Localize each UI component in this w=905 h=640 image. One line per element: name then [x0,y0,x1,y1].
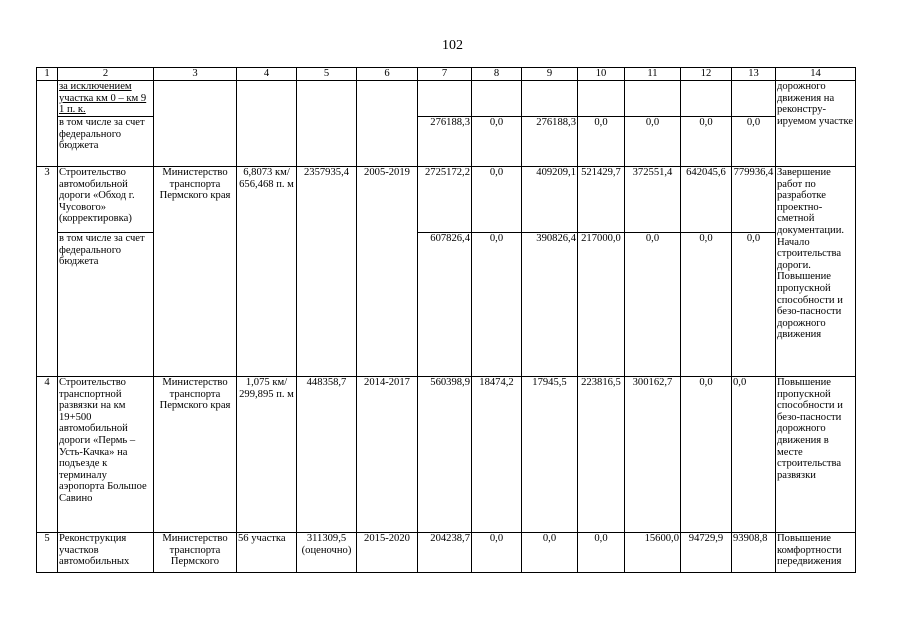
value-cell: 607826,4 [418,233,472,377]
estimated-cost: 448358,7 [297,377,357,533]
value-cell [522,81,578,117]
header-cell: 13 [732,68,776,81]
header-row [37,68,856,81]
value-cell: 217000,0 [578,233,625,377]
object-name: Строительство транспортной развязки на км 19+500 автомобильной дороги «Пермь – Усть-Качка» на подъезде к терминалу аэропорта Большое Савино [58,377,154,533]
value-cell: 2725172,2 [418,167,472,233]
value-cell: 223816,5 [578,377,625,533]
header-cell: 9 [522,68,578,81]
table-row [37,81,856,117]
value-cell: 300162,7 [625,377,681,533]
header-cell: 14 [776,68,856,81]
value-cell: 372551,4 [625,167,681,233]
value-cell [418,81,472,117]
value-cell: 0,0 [578,117,625,167]
row-number: 5 [37,533,58,573]
header-cell: 2 [58,68,154,81]
estimated-cost [297,81,357,167]
value-cell: 0,0 [732,117,776,167]
value-cell [578,81,625,117]
value-cell: 17945,5 [522,377,578,533]
responsible-org: Министерство транспорта Пермского [154,533,237,573]
estimated-cost: 2357935,4 [297,167,357,377]
row-number: 3 [37,167,58,377]
header-cell: 1 [37,68,58,81]
object-name: за исключением участка км 0 – км 9 1 п. к. [58,81,154,117]
value-cell: 560398,9 [418,377,472,533]
row-number: 4 [37,377,58,533]
value-cell: 276188,3 [418,117,472,167]
value-cell: 0,0 [522,533,578,573]
value-cell [472,81,522,117]
header-cell: 3 [154,68,237,81]
object-name: в том числе за счет федерального бюджета [58,233,154,377]
value-cell: 642045,6 [681,167,732,233]
capacity: 6,8073 км/ 656,468 п. м [237,167,297,377]
object-name: Строительство автомобильной дороги «Обход г. Чусового» (корректировка) [58,167,154,233]
value-cell: 779936,4 [732,167,776,233]
header-cell: 6 [357,68,418,81]
period: 2015-2020 [357,533,418,573]
value-cell: 0,0 [681,233,732,377]
responsible-org [154,81,237,167]
header-cell: 8 [472,68,522,81]
value-cell: 93908,8 [732,533,776,573]
value-cell: 0,0 [472,233,522,377]
value-cell: 0,0 [578,533,625,573]
value-cell: 15600,0 [625,533,681,573]
capacity: 56 участка [237,533,297,573]
value-cell: 0,0 [732,233,776,377]
capacity [237,81,297,167]
value-cell: 204238,7 [418,533,472,573]
value-cell: 18474,2 [472,377,522,533]
responsible-org: Министерство транспорта Пермского края [154,167,237,377]
value-cell: 276188,3 [522,117,578,167]
value-cell: 390826,4 [522,233,578,377]
value-cell: 0,0 [472,167,522,233]
expected-result: Завершение работ по разработке проектно-сметной документации. Начало строительства дороги. Повышение пропускной способности и безо-пасности дорожного движения [776,167,856,377]
period: 2014-2017 [357,377,418,533]
value-cell [681,81,732,117]
table-row [37,377,856,533]
value-cell: 0,0 [472,117,522,167]
page-number: 102 [442,38,463,53]
value-cell: 0,0 [472,533,522,573]
responsible-org: Министерство транспорта Пермского края [154,377,237,533]
capacity: 1,075 км/ 299,895 п. м [237,377,297,533]
header-cell: 5 [297,68,357,81]
value-cell: 521429,7 [578,167,625,233]
value-cell: 0,0 [681,377,732,533]
estimated-cost: 311309,5 (оценочно) [297,533,357,573]
value-cell [732,81,776,117]
header-cell: 12 [681,68,732,81]
object-name: в том числе за счет федерального бюджета [58,117,154,167]
period: 2005-2019 [357,167,418,377]
period [357,81,418,167]
table-row [37,167,856,233]
expected-result: Повышение пропускной способности и безо-пасности дорожного движения в месте строительства развязки [776,377,856,533]
object-name: Реконструкция участков автомобильных [58,533,154,573]
value-cell: 0,0 [625,117,681,167]
header-cell: 10 [578,68,625,81]
value-cell: 0,0 [625,233,681,377]
investment-table [36,67,856,573]
expected-result: дорожного движения на реконстру-ируемом участке [776,81,856,167]
value-cell: 94729,9 [681,533,732,573]
value-cell: 0,0 [732,377,776,533]
header-cell: 11 [625,68,681,81]
header-cell: 7 [418,68,472,81]
table-row [37,533,856,573]
header-cell: 4 [237,68,297,81]
value-cell [625,81,681,117]
value-cell: 409209,1 [522,167,578,233]
row-number [37,81,58,167]
expected-result: Повышение комфортности передвижения [776,533,856,573]
value-cell: 0,0 [681,117,732,167]
